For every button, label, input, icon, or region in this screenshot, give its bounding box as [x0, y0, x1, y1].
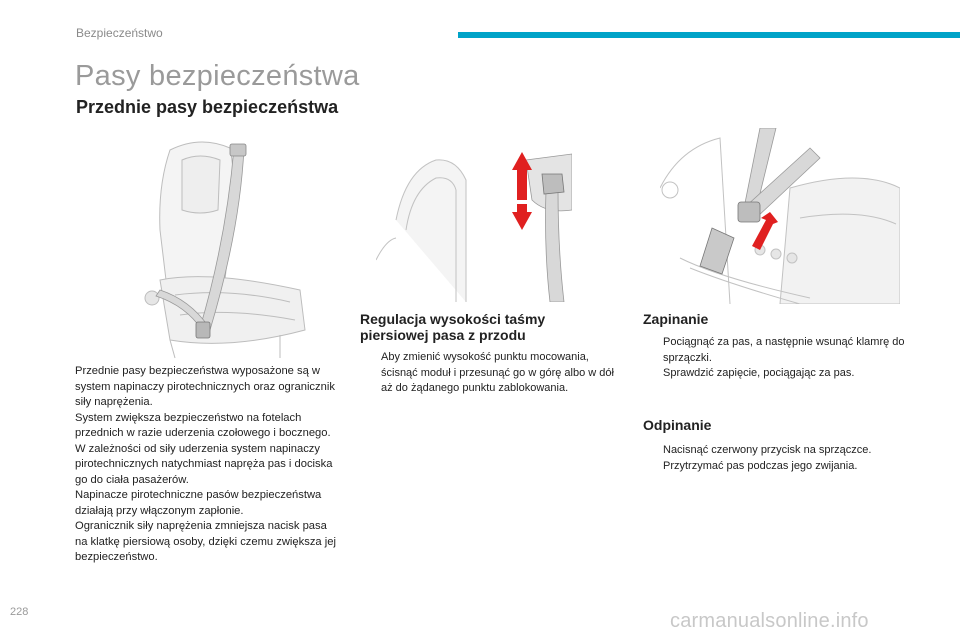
- list-item: [645, 443, 915, 459]
- list-item-text: Pociągnąć za pas, a następnie wsunąć klamrę do sprzączki.: [663, 336, 905, 364]
- watermark: carmanualsonline.info: [670, 610, 869, 632]
- list-item: [645, 459, 915, 475]
- height-adjust-list: [363, 350, 621, 397]
- list-item-text: Aby zmienić wysokość punktu mocowania, ścisnąć moduł i przesunąć go w górę albo w dół aż do żądanego punktu zablokowania.: [381, 351, 614, 394]
- list-item: [645, 335, 905, 366]
- unfastening-list: [645, 443, 915, 474]
- seat-belt-illustration: [130, 130, 310, 360]
- intro-paragraph: Przednie pasy bezpieczeństwa wyposażone są w system napinaczy pirotechnicznych oraz ogranicznik siły naprężenia.: [75, 365, 335, 408]
- list-item: [645, 366, 905, 382]
- buckle-illustration: [660, 128, 900, 304]
- list-item-text: Nacisnąć czerwony przycisk na sprzączce.: [663, 444, 872, 456]
- fastening-list: [645, 335, 905, 382]
- page-number: 228: [10, 606, 29, 618]
- list-item-text: Przytrzymać pas podczas jego zwijania.: [663, 459, 858, 472]
- section-label: Bezpieczeństwo: [76, 26, 163, 40]
- list-item-text: Sprawdzić zapięcie, pociągając za pas.: [663, 367, 855, 379]
- fastening-heading: Zapinanie: [643, 311, 709, 327]
- height-adjust-illustration: [376, 130, 572, 302]
- intro-paragraph: Ogranicznik siły naprężenia zmniejsza nacisk pasa na klatkę piersiową osoby, dzięki czemu zwiększa jej bezpieczeństwo.: [75, 520, 336, 563]
- accent-bar: [458, 32, 960, 38]
- intro-paragraph: System zwiększa bezpieczeństwo na fotelach przednich w razie uderzenia czołowego i bocznego. W zależności od siły uderzenia system napinaczy pirotechnicznych natychmiast napręża pas i dociska go do ciała pasażerów.: [75, 411, 333, 486]
- unfastening-heading: Odpinanie: [643, 417, 712, 433]
- page-subtitle: Przednie pasy bezpieczeństwa: [76, 97, 339, 117]
- intro-paragraph: Napinacze pirotechniczne pasów bezpieczeństwa działają przy włączonym zapłonie.: [75, 489, 322, 517]
- height-adjust-heading: Regulacja wysokości taśmy piersiowej pasa z przodu: [360, 311, 546, 343]
- page-title: Pasy bezpieczeństwa: [75, 60, 360, 92]
- intro-text: [75, 364, 337, 566]
- list-item: [363, 350, 621, 397]
